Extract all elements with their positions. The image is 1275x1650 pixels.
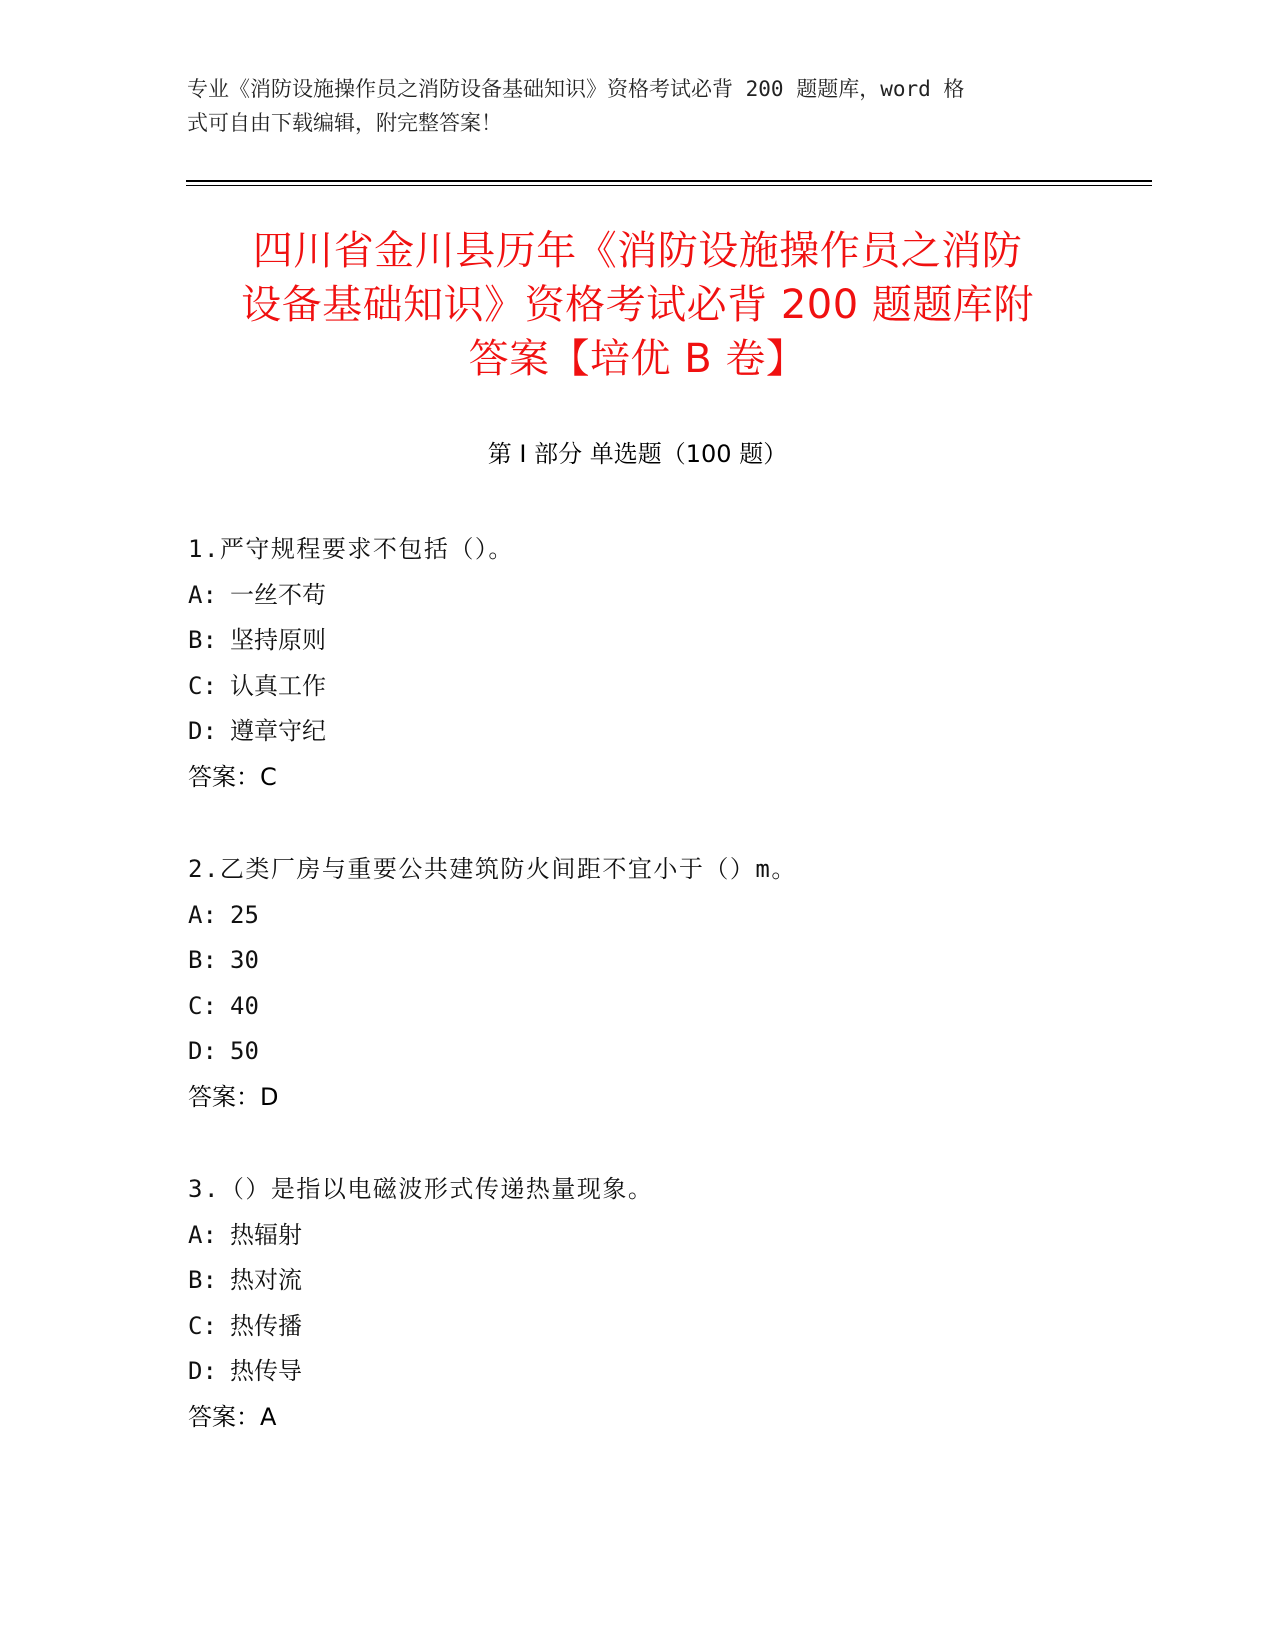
option-c <box>188 984 1148 1030</box>
document-title-line-3: 答案【培优 B 卷】 <box>468 336 807 382</box>
option-label: B: <box>188 626 217 654</box>
option-text: 热对流 <box>230 1266 302 1294</box>
header-divider-thick <box>186 180 1152 182</box>
header-note-line-2: 式可自由下载编辑，附完整答案！ <box>187 111 502 135</box>
option-label: D: <box>188 1357 217 1385</box>
option-text: 热传导 <box>230 1357 302 1385</box>
section-heading: 第 I 部分 单选题（100 题） <box>487 440 788 468</box>
document-title-line-1: 四川省金川县历年《消防设施操作员之消防 <box>252 228 1023 274</box>
question-stem: 2.乙类厂房与重要公共建筑防火间距不宜小于（）m。 <box>188 855 797 883</box>
question-2 <box>188 847 1148 1120</box>
option-text: 30 <box>230 946 259 974</box>
question-3 <box>188 1167 1148 1440</box>
option-label: D: <box>188 717 217 745</box>
option-b <box>188 938 1148 984</box>
header-note <box>187 72 1067 140</box>
option-c <box>188 1304 1148 1350</box>
option-label: A: <box>188 900 217 929</box>
option-label: A: <box>188 580 217 609</box>
option-text: 遵章守纪 <box>230 717 326 745</box>
option-c <box>188 664 1148 710</box>
answer-line: 答案：A <box>188 1402 277 1431</box>
question-list <box>188 527 1148 1487</box>
option-b <box>188 1258 1148 1304</box>
option-text: 一丝不苟 <box>230 580 326 609</box>
option-label: B: <box>188 946 217 974</box>
question-1 <box>188 527 1148 800</box>
option-label: D: <box>188 1037 217 1065</box>
option-text: 认真工作 <box>230 671 326 700</box>
option-a <box>188 573 1148 619</box>
option-label: C: <box>188 991 217 1020</box>
option-text: 50 <box>230 1037 259 1065</box>
option-b <box>188 618 1148 664</box>
header-note-line-1: 专业《消防设施操作员之消防设备基础知识》资格考试必背 200 题题库，word 格 <box>187 77 965 101</box>
header-divider-thin <box>186 185 1152 186</box>
option-text: 25 <box>230 900 259 929</box>
answer-line: 答案：D <box>188 1082 279 1111</box>
option-text: 40 <box>230 991 259 1020</box>
option-label: C: <box>188 1311 217 1340</box>
option-label: A: <box>188 1220 217 1249</box>
option-a <box>188 1213 1148 1259</box>
option-d <box>188 1349 1148 1395</box>
option-text: 热辐射 <box>230 1220 302 1249</box>
question-stem: 3.（）是指以电磁波形式传递热量现象。 <box>188 1175 654 1203</box>
answer-line: 答案：C <box>188 762 277 791</box>
question-stem: 1.严守规程要求不包括（）。 <box>188 535 514 563</box>
option-d <box>188 1029 1148 1075</box>
document-title <box>150 224 1125 386</box>
document-title-line-2: 设备基础知识》资格考试必背 200 题题库附 <box>241 282 1034 328</box>
option-label: B: <box>188 1266 217 1294</box>
option-d <box>188 709 1148 755</box>
option-text: 热传播 <box>230 1311 302 1340</box>
option-a <box>188 893 1148 939</box>
option-text: 坚持原则 <box>230 626 326 654</box>
option-label: C: <box>188 671 217 700</box>
